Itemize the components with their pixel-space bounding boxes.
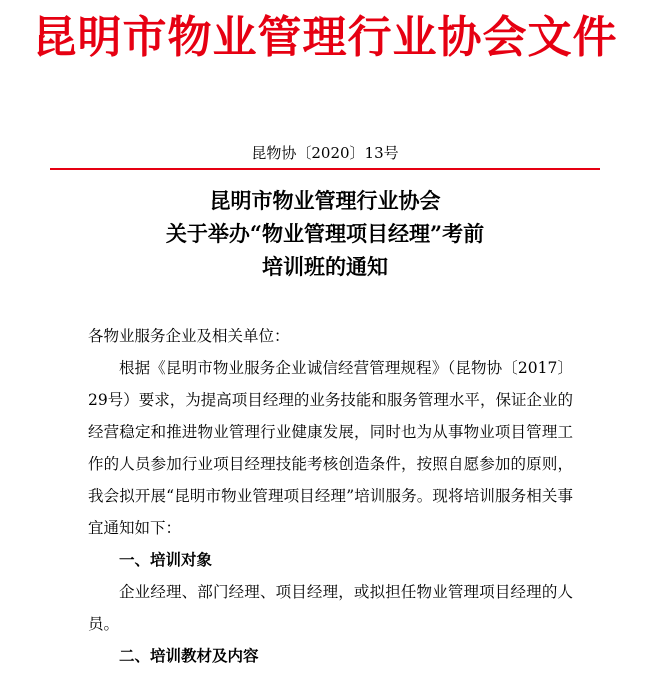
title-line-1: 昆明市物业管理行业协会 [209,188,441,213]
red-divider-line [50,168,600,170]
intro-paragraph: 根据《昆明市物业服务企业诚信经营管理规程》（昆物协〔2017〕29号）要求，为提高项目经理的业务技能和服务管理水平，保证企业的经营稳定和推进物业管理行业健康发展，同时也为从事物业项目管理工作的人员参加行业项目经理技能考核创造条件，按照自愿参加的原则，我会拟开展“昆明市物业管理项目经理”培训服务。现将培训服务相关事宜通知如下： [88,359,573,537]
section-heading-2: 二、培训教材及内容 [119,646,259,665]
section-heading-1: 一、培训对象 [119,550,213,569]
title-line-2: 关于举办“物业管理项目经理”考前 [165,221,485,246]
notice-body [88,320,573,672]
section-1-paragraph: 企业经理、部门经理、项目经理，或拟担任物业管理项目经理的人员。 [88,583,573,633]
document-number: 昆物协〔2020〕13号 [251,144,399,162]
masthead: 昆明市物业管理行业协会文件 [32,12,618,63]
salutation: 各物业服务企业及相关单位： [88,327,290,345]
notice-title [0,184,650,283]
title-line-3: 培训班的通知 [262,254,388,279]
